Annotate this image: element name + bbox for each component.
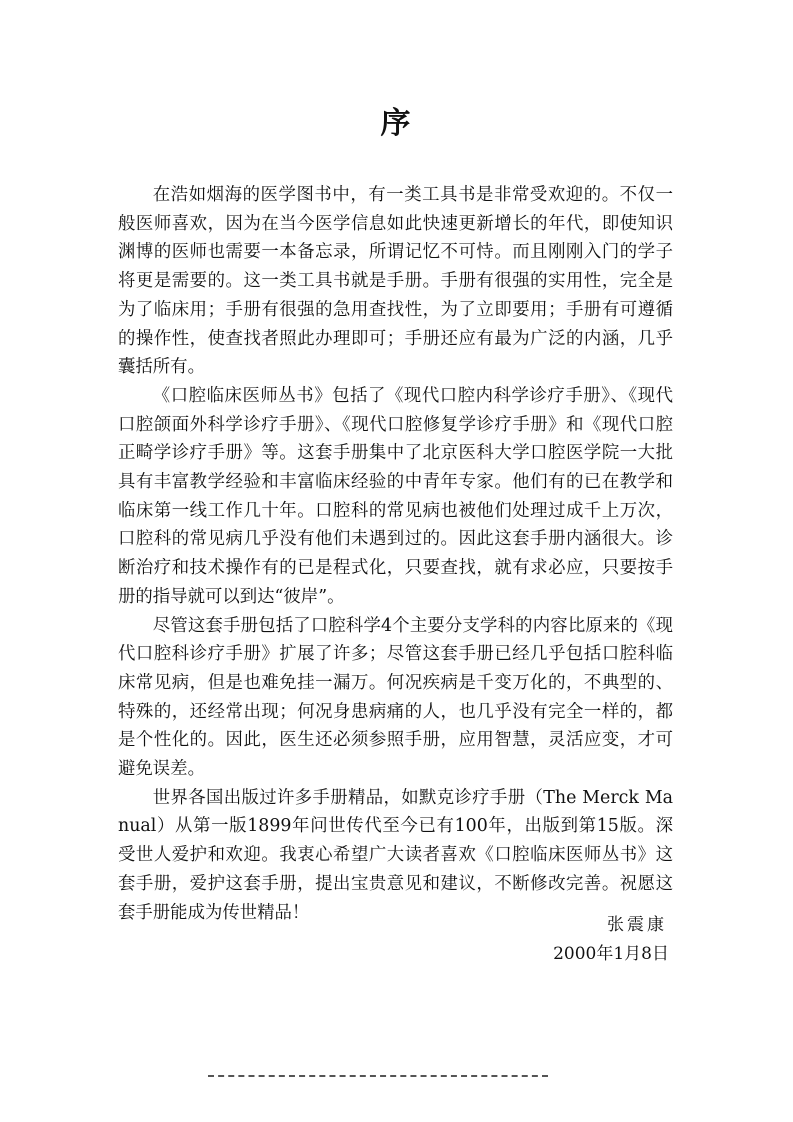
paragraph-4: 世界各国出版过许多手册精品，如默克诊疗手册（The Merck Manual）从第一版1899年问世传代至今已有100年，出版到第15版。深受世人爱护和欢迎。我衷心希望广大读者喜欢《口腔临床医师丛书》这套手册，爱护这套手册，提出宝贵意见和建议，不断修改完善。祝愿这套手册能成为传世精品！ xyxy=(118,787,673,923)
document-body xyxy=(118,181,673,927)
paragraph-2: 《口腔临床医师丛书》包括了《现代口腔内科学诊疗手册》、《现代口腔颌面外科学诊疗手册》、《现代口腔修复学诊疗手册》和《现代口腔正畸学诊疗手册》等。这套手册集中了北京医科大学口腔医学院一大批具有丰富教学经验和丰富临床经验的中青年专家。他们有的已在教学和临床第一线工作几十年。口腔科的常见病也被他们处理过成千上万次，口腔科的常见病几乎没有他们未遇到过的。因此这套手册内涵很大。诊断治疗和技术操作有的已是程式化，只要查找，就有求必应，只要按手册的指导就可以到达“彼岸”。 xyxy=(118,385,673,607)
page-bottom-rule xyxy=(208,1075,548,1077)
author-signature: 张震康 xyxy=(607,915,667,935)
signature-date: 2000年1月8日 xyxy=(553,944,669,964)
paragraph-3: 尽管这套手册包括了口腔科学4个主要分支学科的内容比原来的《现代口腔科诊疗手册》扩展了许多；尽管这套手册已经几乎包括口腔科临床常见病，但是也难免挂一漏万。何况疾病是千变万化的，不典型的、特殊的，还经常出现；何况身患病痛的人，也几乎没有完全一样的，都是个性化的。因此，医生还必须参照手册，应用智慧，灵活应变，才可避免误差。 xyxy=(118,615,673,780)
page-title: 序 xyxy=(380,106,413,141)
paragraph-1: 在浩如烟海的医学图书中，有一类工具书是非常受欢迎的。不仅一般医师喜欢，因为在当今医学信息如此快速更新增长的年代，即使知识渊博的医师也需要一本备忘录，所谓记忆不可恃。而且刚刚入门的学子将更是需要的。这一类工具书就是手册。手册有很强的实用性，完全是为了临床用；手册有很强的急用查找性，为了立即要用；手册有可遵循的操作性，使查找者照此办理即可；手册还应有最为广泛的内涵，几乎囊括所有。 xyxy=(118,185,673,378)
